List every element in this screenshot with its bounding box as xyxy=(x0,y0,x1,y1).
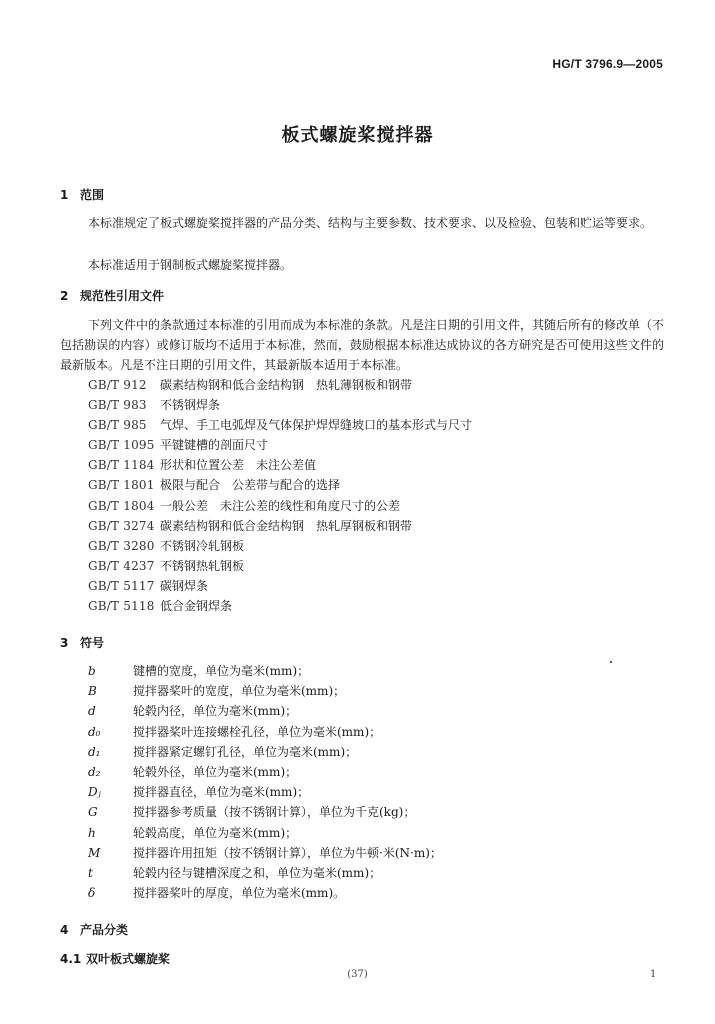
symbol-description: 键槽的宽度，单位为毫米(mm)； xyxy=(133,664,310,678)
symbol: b xyxy=(88,664,96,678)
symbol-description: 搅拌器紧定螺钉孔径，单位为毫米(mm)； xyxy=(133,744,358,759)
reference-item xyxy=(88,455,472,475)
subsection-number: 4.1 xyxy=(60,952,82,966)
symbol-description: 轮毂高度，单位为毫米(mm)； xyxy=(133,825,298,840)
reference-code: GB/T 3274 xyxy=(88,518,155,533)
reference-code: GB/T 912 xyxy=(88,378,147,392)
symbol-item xyxy=(88,661,442,681)
symbol-description: 搅拌器直径，单位为毫米(mm)； xyxy=(133,785,310,800)
section-number: 2 xyxy=(60,289,69,303)
reference-title: 不锈钢焊条 xyxy=(160,398,221,413)
scan-speck xyxy=(610,661,612,663)
reference-title: 低合金钢焊条 xyxy=(160,599,233,614)
symbol-item xyxy=(88,883,442,903)
reference-item xyxy=(88,435,472,455)
section-title: 产品分类 xyxy=(80,923,129,937)
reference-code: GB/T 985 xyxy=(88,418,147,433)
symbol: B xyxy=(88,684,97,699)
reference-title: 碳素结构钢和低合金结构钢 热轧厚钢板和钢带 xyxy=(160,518,413,533)
section-number: 4 xyxy=(60,923,69,937)
section-number: 3 xyxy=(60,636,69,650)
symbol-description: 轮毂外径，单位为毫米(mm)； xyxy=(133,764,298,779)
section-title: 符号 xyxy=(80,636,105,650)
reference-code: GB/T 1095 xyxy=(88,438,155,453)
reference-title: 不锈钢热轧钢板 xyxy=(160,558,245,573)
section-3-heading xyxy=(60,634,104,651)
document-title: 板式螺旋桨搅拌器 xyxy=(281,125,434,146)
reference-code: GB/T 1184 xyxy=(88,458,155,473)
symbol-item xyxy=(88,701,442,721)
reference-list xyxy=(88,375,472,616)
symbol-description: 轮毂内径与键槽深度之和，单位为毫米(mm)； xyxy=(133,865,382,880)
symbol: Dⱼ xyxy=(88,785,101,800)
reference-title: 形状和位置公差 未注公差值 xyxy=(160,458,317,473)
reference-title: 平键键槽的剖面尺寸 xyxy=(160,438,269,453)
symbol: d₂ xyxy=(88,764,101,779)
symbol-description: 轮毂内径，单位为毫米(mm)； xyxy=(133,704,298,719)
scope-paragraph-2: 本标准适用于钢制板式螺旋桨搅拌器。 xyxy=(88,258,293,272)
symbol-description: 搅拌器桨叶的厚度，单位为毫米(mm)。 xyxy=(133,886,346,901)
subsection-title: 双叶板式螺旋桨 xyxy=(86,952,171,966)
reference-title: 碳素结构钢和低合金结构钢 热轧薄钢板和钢带 xyxy=(160,378,413,392)
section-1-heading xyxy=(60,186,104,203)
scope-paragraph-1: 本标准规定了板式螺旋桨搅拌器的产品分类、结构与主要参数、技术要求、以及检验、包装和贮运等要求。 xyxy=(88,216,653,230)
reference-item xyxy=(88,375,472,395)
reference-code: GB/T 3280 xyxy=(88,538,155,553)
reference-item xyxy=(88,496,472,516)
reference-item xyxy=(88,415,472,435)
reference-item xyxy=(88,395,472,415)
reference-code: GB/T 1804 xyxy=(88,498,155,513)
reference-code: GB/T 983 xyxy=(88,398,147,413)
section-number: 1 xyxy=(60,188,69,202)
symbol-item xyxy=(88,742,442,762)
symbol: G xyxy=(88,805,98,820)
reference-item xyxy=(88,556,472,576)
corner-mark: 1 xyxy=(650,969,657,980)
symbol-description: 搅拌器许用扭矩（按不锈钢计算），单位为牛顿·米(N·m)； xyxy=(133,845,442,860)
reference-code: GB/T 1801 xyxy=(88,478,155,493)
reference-item xyxy=(88,536,472,556)
symbol: d₁ xyxy=(88,744,101,759)
symbol-item xyxy=(88,843,442,863)
reference-title: 碳钢焊条 xyxy=(160,578,209,593)
symbol-description: 搅拌器参考质量（按不锈钢计算），单位为千克(kg)； xyxy=(133,805,416,820)
references-intro: 下列文件中的条款通过本标准的引用而成为本标准的条款。凡是注日期的引用文件，其随后所有的修改单（不包括勘误的内容）或修订版均不适用于本标准，然而，鼓励根据本标准达成协议的各方研究是否可使用这些文件的最新版本。凡是不注日期的引用文件，其最新版本适用于本标准。 xyxy=(60,318,665,372)
section-2-heading xyxy=(60,287,164,304)
symbol: t xyxy=(88,865,93,880)
symbol: d xyxy=(88,704,96,719)
reference-code: GB/T 5118 xyxy=(88,599,155,614)
symbol-description: 搅拌器桨叶连接螺栓孔径，单位为毫米(mm)； xyxy=(133,724,382,739)
symbol-item xyxy=(88,863,442,883)
reference-item xyxy=(88,576,472,596)
symbol: δ xyxy=(88,886,96,901)
symbol-list xyxy=(88,661,442,903)
reference-code: GB/T 4237 xyxy=(88,558,155,573)
reference-item xyxy=(88,516,472,536)
symbol-description: 搅拌器桨叶的宽度，单位为毫米(mm)； xyxy=(133,684,346,699)
section-title: 范围 xyxy=(80,188,105,202)
page-number: (37) xyxy=(347,969,368,980)
standard-number: HG/T 3796.9—2005 xyxy=(552,57,663,71)
symbol: M xyxy=(88,845,101,860)
reference-title: 极限与配合 公差带与配合的选择 xyxy=(160,478,341,493)
symbol: h xyxy=(88,825,96,840)
reference-title: 一般公差 未注公差的线性和角度尺寸的公差 xyxy=(160,498,401,513)
symbol-item xyxy=(88,762,442,782)
symbol: d₀ xyxy=(88,724,101,739)
reference-item xyxy=(88,475,472,495)
symbol-item xyxy=(88,823,442,843)
reference-item xyxy=(88,596,472,616)
symbol-item xyxy=(88,802,442,822)
section-title: 规范性引用文件 xyxy=(80,289,165,303)
reference-title: 不锈钢冷轧钢板 xyxy=(160,538,245,553)
reference-title: 气焊、手工电弧焊及气体保护焊焊缝坡口的基本形式与尺寸 xyxy=(160,418,473,433)
section-4-heading xyxy=(60,921,128,938)
symbol-item xyxy=(88,722,442,742)
reference-code: GB/T 5117 xyxy=(88,578,155,593)
symbol-item xyxy=(88,681,442,701)
symbol-item xyxy=(88,782,442,802)
subsection-4-1-heading xyxy=(60,950,170,967)
